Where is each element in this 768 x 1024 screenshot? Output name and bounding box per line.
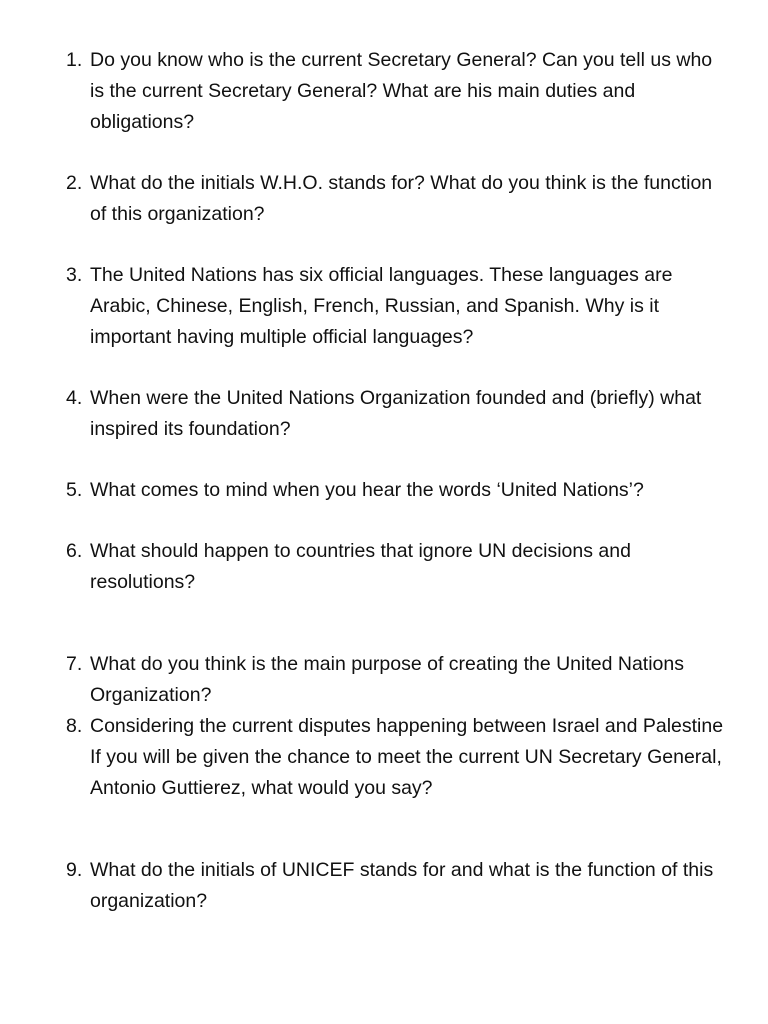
question-number: 7. xyxy=(66,653,83,675)
question-item xyxy=(66,168,726,230)
question-number: 2. xyxy=(66,172,83,194)
question-item xyxy=(66,711,726,804)
question-item xyxy=(66,649,726,711)
question-text: The United Nations has six official languages. These languages are Arabic, Chinese, English, French, Russian, and Spanish. Why is it important having multiple official languages? xyxy=(90,264,673,348)
question-item xyxy=(66,475,726,506)
question-text: What should happen to countries that ignore UN decisions and resolutions? xyxy=(90,540,631,593)
question-number: 8. xyxy=(66,715,83,737)
question-number: 4. xyxy=(66,387,83,409)
question-text: What do the initials of UNICEF stands for and what is the function of this organization? xyxy=(90,859,714,912)
question-text: What comes to mind when you hear the words ‘United Nations’? xyxy=(90,479,644,501)
question-number: 9. xyxy=(66,859,83,881)
question-number: 6. xyxy=(66,540,83,562)
question-item xyxy=(66,45,726,138)
question-text: Considering the current disputes happening between Israel and Palestine If you will be given the chance to meet the current UN Secretary General, Antonio Guttierez, what would you say? xyxy=(90,715,724,799)
question-number: 1. xyxy=(66,49,83,71)
question-text: What do the initials W.H.O. stands for? What do you think is the function of this organization? xyxy=(90,172,713,225)
question-item xyxy=(66,855,726,917)
question-text: Do you know who is the current Secretary General? Can you tell us who is the current Secretary General? What are his main duties and obligations? xyxy=(90,49,713,133)
question-number: 5. xyxy=(66,479,83,501)
question-item xyxy=(66,383,726,445)
question-text: When were the United Nations Organization founded and (briefly) what inspired its foundation? xyxy=(90,387,702,440)
question-number: 3. xyxy=(66,264,83,286)
question-text: What do you think is the main purpose of creating the United Nations Organization? xyxy=(90,653,684,706)
question-item xyxy=(66,260,726,353)
question-item xyxy=(66,536,726,598)
